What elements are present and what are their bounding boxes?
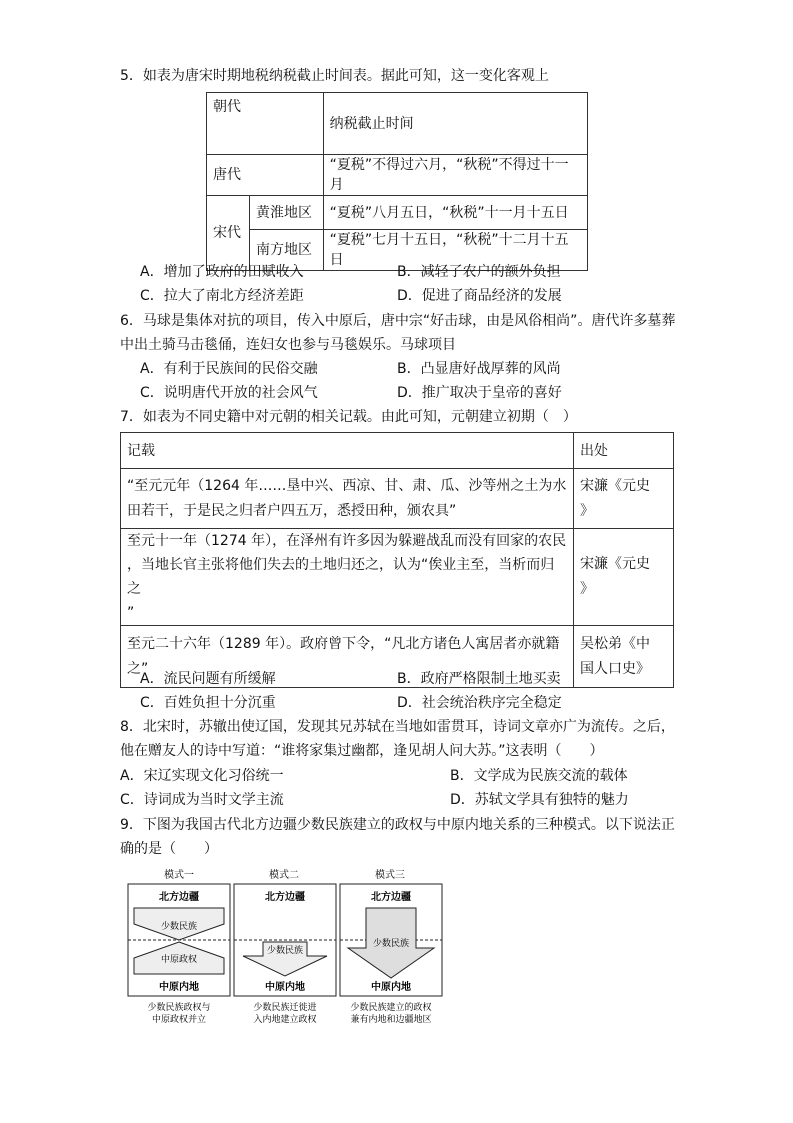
q9-stem-line1: 9．下图为我国古代北方边疆少数民族建立的政权与中原内地关系的三种模式。以下说法正 xyxy=(120,817,675,833)
q5-option-a[interactable]: A．增加了政府的田赋收入 xyxy=(140,264,304,280)
mode3-central-label: 中原内地 xyxy=(371,982,411,993)
q9-figure xyxy=(122,866,452,1031)
mode1-minority-label: 少数民族 xyxy=(160,922,198,932)
mode1-caption-line2: 中原政权并立 xyxy=(151,1015,207,1025)
q8-stem-line2: 他在赠友人的诗中写道：“谁将家集过幽都，逢见胡人问大苏。”这表明（ ） xyxy=(120,743,604,759)
q5-table xyxy=(206,92,588,271)
mode1-central-regime-label: 中原政权 xyxy=(160,955,198,965)
q7-option-c[interactable]: C．百姓负担十分沉重 xyxy=(140,695,276,711)
q7-option-a[interactable]: A．流民问题有所缓解 xyxy=(140,671,276,687)
q6-option-c[interactable]: C．说明唐代开放的社会风气 xyxy=(140,385,318,401)
q7-record-2: 至元十一年（1274 年），在泽州有许多因为躲避战乱而没有回家的农民 ，当地长官主张将他们失去的土地归还之，认为“俟业主至，当析而归之 ” xyxy=(121,529,574,626)
q5-option-c[interactable]: C．拉大了南北方经济差距 xyxy=(140,288,304,304)
q7-option-b[interactable]: B．政府严格限制土地买卖 xyxy=(397,671,561,687)
q6-option-b[interactable]: B．凸显唐好战厚葬的风尚 xyxy=(397,361,561,377)
q6-stem-line1: 6．马球是集体对抗的项目，传入中原后，唐中宗“好击球，由是风俗相尚”。唐代许多墓葬 xyxy=(120,313,676,329)
q5-song: 宋代 xyxy=(207,196,250,271)
q5-tang-value: “夏税”不得过六月，“秋税”不得过十一月 xyxy=(323,155,587,196)
q8-option-b[interactable]: B．文学成为民族交流的载体 xyxy=(450,768,628,784)
mode3-north-label: 北方边疆 xyxy=(371,892,411,903)
mode3-caption-line2: 兼有内地和边疆地区 xyxy=(350,1015,432,1025)
mode1-caption-line1: 少数民族政权与 xyxy=(147,1003,211,1013)
q9-stem-line2: 确的是（ ） xyxy=(120,841,218,857)
mode1-north-label: 北方边疆 xyxy=(159,892,199,903)
mode1-central-label: 中原内地 xyxy=(159,982,199,993)
q7-source-1: 宋濂《元史 》 xyxy=(574,469,674,529)
q8-option-d[interactable]: D．苏轼文学具有独特的魅力 xyxy=(450,792,629,808)
mode2-title: 模式二 xyxy=(269,870,299,881)
mode2-diagram xyxy=(234,884,336,996)
q7-source-3: 吴松弟《中 国人口史》 xyxy=(574,626,674,688)
mode2-north-label: 北方边疆 xyxy=(265,892,305,903)
mode1-diagram xyxy=(128,884,230,996)
mode2-caption-line1: 少数民族迁徙进 xyxy=(253,1003,317,1013)
mode3-title: 模式三 xyxy=(375,870,405,881)
q7-table xyxy=(120,432,674,688)
q8-option-a[interactable]: A．宋辽实现文化习俗统一 xyxy=(120,768,284,784)
q7-record-1: “至元元年（1264 年……垦中兴、西凉、甘、肃、瓜、沙等州之土为水 田若干，于是民之归者户四五万，悉授田种，颁农具” xyxy=(121,469,574,529)
q5-south-value: “夏税”七月十五日，“秋税”十二月十五日 xyxy=(323,230,587,271)
q5-stem: 5．如表为唐宋时期地税纳税截止时间表。据此可知，这一变化客观上 xyxy=(120,68,549,84)
q5-header-dynasty: 朝代 xyxy=(207,93,324,155)
q5-region-huanghuai: 黄淮地区 xyxy=(250,196,324,230)
q7-stem: 7．如表为不同史籍中对元朝的相关记载。由此可知，元朝建立初期（ ） xyxy=(120,409,577,425)
q6-option-a[interactable]: A．有利于民族间的民俗交融 xyxy=(140,361,318,377)
q8-option-c[interactable]: C．诗词成为当时文学主流 xyxy=(120,792,284,808)
q5-option-d[interactable]: D．促进了商品经济的发展 xyxy=(397,288,562,304)
q7-source-2: 宋濂《元史 》 xyxy=(574,529,674,626)
q5-huanghuai-value: “夏税”八月五日，“秋税”十一月十五日 xyxy=(323,196,587,230)
q6-stem-line2: 中出土骑马击毯俑，连妇女也参与马毯娱乐。马球项目 xyxy=(120,337,456,353)
mode3-diagram xyxy=(340,884,442,996)
q7-header-record: 记载 xyxy=(121,433,574,469)
q7-header-source: 出处 xyxy=(574,433,674,469)
mode2-caption-line2: 入内地建立政权 xyxy=(253,1015,317,1025)
q5-header-deadline: 纳税截止时间 xyxy=(323,93,587,155)
q7-record-3: 至元二十六年（1289 年）。政府曾下令，“凡北方诸色人寓居者亦就籍 之” xyxy=(121,626,574,688)
q5-region-south: 南方地区 xyxy=(250,230,324,271)
q7-option-d[interactable]: D．社会统治秩序完全稳定 xyxy=(397,695,562,711)
mode1-title: 模式一 xyxy=(164,870,194,881)
q6-option-d[interactable]: D．推广取决于皇帝的喜好 xyxy=(397,385,562,401)
mode2-minority-label: 少数民族 xyxy=(266,946,304,956)
mode3-caption-line1: 少数民族建立的政权 xyxy=(350,1003,432,1013)
mode2-central-label: 中原内地 xyxy=(265,982,305,993)
q8-stem-line1: 8．北宋时，苏辙出使辽国，发现其兄苏轼在当地如雷贯耳，诗词文章亦广为流传。之后， xyxy=(120,719,675,735)
mode3-minority-label: 少数民族 xyxy=(372,939,410,949)
q5-option-b[interactable]: B．减轻了农户的额外负担 xyxy=(397,264,561,280)
q5-tang: 唐代 xyxy=(207,155,324,196)
